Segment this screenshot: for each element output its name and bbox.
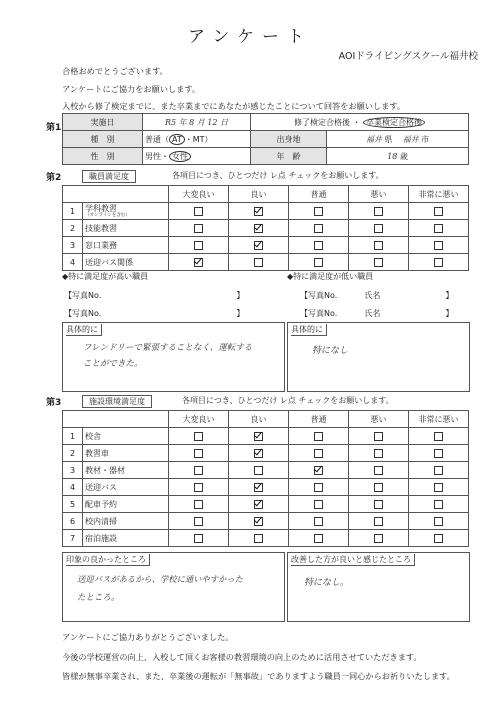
high-photo-row-2[interactable] bbox=[64, 308, 244, 319]
facility-rating-cell bbox=[169, 530, 229, 547]
photo-close: 】 bbox=[236, 291, 245, 300]
rating-checkbox[interactable] bbox=[314, 207, 323, 216]
facility-row-label: 宿泊施設 bbox=[85, 533, 117, 543]
staff-row-number: 3 bbox=[63, 237, 83, 254]
facility-row-label-cell bbox=[83, 530, 169, 547]
facility-row-number: 7 bbox=[63, 530, 83, 547]
rating-checkbox[interactable] bbox=[374, 432, 383, 441]
staff-rating-cell bbox=[409, 220, 469, 237]
staff-rating-cell bbox=[169, 220, 229, 237]
section2-label: 第2 bbox=[46, 173, 62, 183]
timing-separator: ・ bbox=[352, 117, 361, 127]
facility-rating-cell bbox=[409, 479, 469, 496]
origin-pref-unit: 県 bbox=[384, 134, 393, 144]
rating-checkbox[interactable] bbox=[434, 449, 443, 458]
rating-checkbox[interactable] bbox=[434, 207, 443, 216]
photo-label: 【写真No. bbox=[64, 291, 102, 300]
rating-checkbox[interactable] bbox=[314, 432, 323, 441]
staff-rating-cell bbox=[349, 254, 409, 271]
low-staff-title: ◆特に満足度が低い職員 bbox=[287, 272, 374, 281]
rating-checkbox[interactable] bbox=[374, 466, 383, 475]
section2-instruction: 各項目につき、ひとつだけ レ点 チェックをお願いします。 bbox=[172, 171, 384, 180]
age-number[interactable]: 18 bbox=[387, 151, 398, 161]
facility-rating-cell bbox=[409, 513, 469, 530]
facility-rating-cell bbox=[169, 496, 229, 513]
type-option-at[interactable]: AT bbox=[169, 134, 185, 145]
staff-rating-cell bbox=[229, 203, 289, 220]
facility-row-number: 1 bbox=[63, 428, 83, 445]
origin-value[interactable] bbox=[327, 131, 469, 148]
rating-checkbox[interactable] bbox=[434, 241, 443, 250]
facility-row-number: 2 bbox=[63, 445, 83, 462]
type-suffix: ） bbox=[204, 134, 213, 144]
rating-checkbox[interactable] bbox=[194, 466, 203, 475]
rating-checkbox[interactable] bbox=[194, 534, 203, 543]
type-options[interactable] bbox=[143, 131, 251, 148]
age-unit: 歳 bbox=[399, 151, 408, 161]
footer-line-1: アンケートにご協力ありがとうございました。 bbox=[62, 632, 234, 642]
footer-line-2: 今後の学校運営の向上、入校して頂くお客様の教習環境の向上のために活用させていただきます。 bbox=[62, 652, 422, 662]
low-detail-text: 特になし bbox=[312, 346, 349, 356]
good-points-line-1: 送迎バスがあるから、学校に通いやすかった bbox=[77, 574, 243, 584]
sex-option-female[interactable]: 女性 bbox=[169, 151, 191, 162]
staff-row-number: 4 bbox=[63, 254, 83, 271]
rating-checkbox[interactable] bbox=[194, 483, 203, 492]
staff-rating-cell bbox=[169, 203, 229, 220]
staff-rating-cell bbox=[169, 254, 229, 271]
staff-row-label: 学科教習 bbox=[85, 204, 117, 213]
rating-checkbox[interactable] bbox=[374, 224, 383, 233]
facility-col-header: 良い bbox=[229, 411, 289, 428]
photo-label: 【写真No. bbox=[300, 309, 338, 318]
facility-row-label-cell bbox=[83, 513, 169, 530]
facility-row bbox=[63, 479, 469, 496]
rating-checkbox[interactable] bbox=[374, 207, 383, 216]
section3-title: 施設環境満足度 bbox=[82, 395, 152, 408]
sex-options[interactable] bbox=[143, 148, 251, 165]
rating-checkbox[interactable] bbox=[314, 224, 323, 233]
section1-label: 第1 bbox=[46, 123, 62, 133]
staff-row-number: 2 bbox=[63, 220, 83, 237]
facility-rating-cell bbox=[169, 513, 229, 530]
facility-row-label-cell bbox=[83, 496, 169, 513]
facility-rating-cell bbox=[289, 445, 349, 462]
facility-row-label: 配車予約 bbox=[85, 499, 117, 509]
facility-row bbox=[63, 445, 469, 462]
staff-rating-cell bbox=[349, 203, 409, 220]
rating-checkbox[interactable] bbox=[314, 483, 323, 492]
facility-rating-cell bbox=[349, 496, 409, 513]
photo-close: 】 bbox=[445, 291, 454, 300]
name-label: 氏名 bbox=[364, 291, 381, 300]
facility-rating-cell bbox=[409, 496, 469, 513]
facility-row-number: 4 bbox=[63, 479, 83, 496]
low-detail-box[interactable] bbox=[287, 322, 470, 392]
facility-rating-cell bbox=[349, 445, 409, 462]
low-photo-row-2[interactable] bbox=[300, 308, 453, 319]
intro-line-3: 入校から修了検定までに、また卒業までにあなたが感じたことについて回答をお願いします。 bbox=[62, 101, 406, 111]
staff-rating-cell bbox=[349, 220, 409, 237]
staff-rating-cell bbox=[289, 220, 349, 237]
improve-points-text: 特になし。 bbox=[304, 578, 350, 588]
good-points-line-2: たところ。 bbox=[77, 593, 120, 603]
facility-rating-cell bbox=[229, 496, 289, 513]
staff-rating-cell bbox=[229, 254, 289, 271]
rating-checkbox[interactable] bbox=[314, 466, 323, 475]
facility-rating-cell bbox=[229, 428, 289, 445]
facility-rating-cell bbox=[229, 530, 289, 547]
type-separator: ・ bbox=[184, 134, 193, 144]
staff-row-label-cell bbox=[83, 237, 169, 254]
rating-checkbox[interactable] bbox=[194, 241, 203, 250]
staff-row-label-cell bbox=[83, 220, 169, 237]
photo-close: 】 bbox=[236, 309, 245, 318]
high-detail-box[interactable] bbox=[62, 322, 285, 392]
rating-checkbox[interactable] bbox=[254, 534, 263, 543]
rating-checkbox[interactable] bbox=[194, 449, 203, 458]
rating-checkbox[interactable] bbox=[374, 534, 383, 543]
rating-checkbox[interactable] bbox=[314, 258, 323, 267]
facility-rating-cell bbox=[349, 513, 409, 530]
facility-rating-cell bbox=[229, 513, 289, 530]
rating-checkbox[interactable] bbox=[434, 483, 443, 492]
sex-separator: ・ bbox=[161, 151, 169, 161]
good-points-label: 印象の良かったところ bbox=[66, 554, 150, 566]
facility-rating-cell bbox=[229, 479, 289, 496]
facility-col-header: 非常に悪い bbox=[409, 411, 469, 428]
sex-label: 性 別 bbox=[63, 148, 143, 165]
good-points-box[interactable] bbox=[62, 552, 285, 622]
facility-row-label: 送迎バス bbox=[85, 482, 117, 492]
facility-rating-cell bbox=[409, 462, 469, 479]
facility-rating-cell bbox=[409, 445, 469, 462]
facility-rating-cell bbox=[289, 479, 349, 496]
staff-col-header: 普通 bbox=[289, 186, 349, 203]
facility-rating-cell bbox=[289, 462, 349, 479]
rating-checkbox[interactable] bbox=[254, 224, 263, 233]
section3-label: 第3 bbox=[46, 398, 62, 408]
name-label: 氏名 bbox=[364, 309, 381, 318]
facility-rating-cell bbox=[289, 428, 349, 445]
rating-checkbox[interactable] bbox=[434, 500, 443, 509]
high-detail-line-1: フレンドリーで緊張することなく、運転する bbox=[83, 343, 253, 353]
facility-rating-cell bbox=[409, 530, 469, 547]
rating-checkbox[interactable] bbox=[254, 258, 263, 267]
facility-row bbox=[63, 462, 469, 479]
facility-row-label-cell bbox=[83, 479, 169, 496]
timing-option-b[interactable]: 卒業検定合格後 bbox=[363, 117, 425, 128]
low-detail-label: 具体的に bbox=[291, 324, 327, 336]
staff-row-label: 技能教習 bbox=[85, 223, 117, 233]
rating-checkbox[interactable] bbox=[254, 466, 263, 475]
facility-rating-cell bbox=[169, 445, 229, 462]
type-prefix: 普通（ bbox=[145, 134, 169, 144]
staff-row-label: 窓口業務 bbox=[85, 240, 117, 250]
staff-row-sublabel: （オンラインを含む） bbox=[85, 213, 130, 218]
rating-checkbox[interactable] bbox=[374, 517, 383, 526]
facility-rating-cell bbox=[349, 428, 409, 445]
improve-points-box[interactable] bbox=[287, 552, 470, 622]
rating-checkbox[interactable] bbox=[374, 258, 383, 267]
facility-row-label: 教材・器材 bbox=[85, 465, 125, 475]
rating-checkbox[interactable] bbox=[314, 517, 323, 526]
facility-row-label: 校舎 bbox=[85, 431, 101, 441]
facility-rating-cell bbox=[349, 479, 409, 496]
staff-rating-cell bbox=[409, 237, 469, 254]
high-photo-row-1[interactable] bbox=[64, 290, 244, 301]
rating-checkbox[interactable] bbox=[434, 517, 443, 526]
staff-col-header: 非常に悪い bbox=[409, 186, 469, 203]
staff-rating-cell bbox=[229, 220, 289, 237]
staff-row bbox=[63, 203, 469, 220]
age-label: 年 齢 bbox=[251, 148, 327, 165]
sex-option-male[interactable]: 男性 bbox=[145, 151, 161, 161]
type-label: 種 別 bbox=[63, 131, 143, 148]
staff-row-number: 1 bbox=[63, 203, 83, 220]
rating-checkbox[interactable] bbox=[254, 432, 263, 441]
facility-row bbox=[63, 530, 469, 547]
facility-satisfaction-table bbox=[62, 410, 469, 547]
facility-row-label-cell bbox=[83, 428, 169, 445]
section3-instruction: 各項目につき、ひとつだけ レ点 チェックをお願いします。 bbox=[182, 396, 394, 405]
basic-info-table bbox=[62, 113, 469, 165]
staff-rating-cell bbox=[229, 237, 289, 254]
rating-checkbox[interactable] bbox=[434, 432, 443, 441]
intro-line-1: 合格おめでとうございます。 bbox=[62, 66, 168, 76]
staff-row bbox=[63, 237, 469, 254]
facility-rating-cell bbox=[169, 428, 229, 445]
low-photo-row-1[interactable] bbox=[300, 290, 453, 301]
facility-row-number: 6 bbox=[63, 513, 83, 530]
staff-rating-cell bbox=[169, 237, 229, 254]
staff-row-label: 送迎バス関係 bbox=[85, 257, 133, 267]
photo-label: 【写真No. bbox=[64, 309, 102, 318]
page-title: アンケート bbox=[188, 27, 312, 47]
timing-option-a[interactable]: 修了検定合格後 bbox=[293, 117, 350, 127]
facility-rating-cell bbox=[409, 428, 469, 445]
rating-checkbox[interactable] bbox=[254, 483, 263, 492]
staff-table-corner bbox=[63, 186, 169, 203]
rating-checkbox[interactable] bbox=[194, 258, 203, 267]
facility-col-header: 悪い bbox=[349, 411, 409, 428]
timing-options[interactable] bbox=[251, 114, 469, 131]
origin-city-unit: 市 bbox=[421, 134, 430, 144]
improve-points-label: 改善した方が良いと感じたところ bbox=[291, 554, 415, 566]
intro-line-2: アンケートにご協力をお願いします。 bbox=[62, 84, 201, 94]
facility-rating-cell bbox=[289, 513, 349, 530]
facility-rating-cell bbox=[349, 462, 409, 479]
rating-checkbox[interactable] bbox=[434, 534, 443, 543]
facility-row-number: 5 bbox=[63, 496, 83, 513]
high-detail-line-2: ことができた。 bbox=[83, 359, 143, 369]
staff-col-header: 良い bbox=[229, 186, 289, 203]
facility-rating-cell bbox=[289, 530, 349, 547]
staff-col-header: 悪い bbox=[349, 186, 409, 203]
facility-table-corner bbox=[63, 411, 169, 428]
photo-close: 】 bbox=[445, 309, 454, 318]
rating-checkbox[interactable] bbox=[194, 432, 203, 441]
section2-title: 職員満足度 bbox=[82, 170, 136, 183]
origin-city[interactable]: 福井 bbox=[402, 134, 419, 144]
rating-checkbox[interactable] bbox=[254, 500, 263, 509]
facility-row-label: 校内清掃 bbox=[85, 516, 117, 526]
facility-row-label-cell bbox=[83, 462, 169, 479]
facility-col-header: 大変良い bbox=[169, 411, 229, 428]
facility-rating-cell bbox=[169, 479, 229, 496]
impl-date-value[interactable]: R5 年 8 月 12 日 bbox=[143, 114, 251, 131]
rating-checkbox[interactable] bbox=[374, 449, 383, 458]
rating-checkbox[interactable] bbox=[314, 534, 323, 543]
rating-checkbox[interactable] bbox=[194, 500, 203, 509]
rating-checkbox[interactable] bbox=[254, 241, 263, 250]
staff-col-header: 大変良い bbox=[169, 186, 229, 203]
facility-rating-cell bbox=[229, 462, 289, 479]
rating-checkbox[interactable] bbox=[194, 224, 203, 233]
rating-checkbox[interactable] bbox=[194, 517, 203, 526]
facility-rating-cell bbox=[349, 530, 409, 547]
rating-checkbox[interactable] bbox=[434, 258, 443, 267]
rating-checkbox[interactable] bbox=[314, 449, 323, 458]
staff-rating-cell bbox=[409, 254, 469, 271]
rating-checkbox[interactable] bbox=[254, 207, 263, 216]
staff-row bbox=[63, 254, 469, 271]
rating-checkbox[interactable] bbox=[314, 241, 323, 250]
facility-row bbox=[63, 428, 469, 445]
staff-rating-cell bbox=[349, 237, 409, 254]
staff-rating-cell bbox=[409, 203, 469, 220]
facility-rating-cell bbox=[229, 445, 289, 462]
rating-checkbox[interactable] bbox=[434, 224, 443, 233]
rating-checkbox[interactable] bbox=[374, 483, 383, 492]
rating-checkbox[interactable] bbox=[194, 207, 203, 216]
origin-pref[interactable]: 福井 bbox=[365, 134, 382, 144]
facility-row-label-cell bbox=[83, 445, 169, 462]
impl-date-label: 実施日 bbox=[63, 114, 143, 131]
high-detail-label: 具体的に bbox=[66, 324, 102, 336]
staff-rating-cell bbox=[289, 237, 349, 254]
staff-satisfaction-table bbox=[62, 185, 469, 271]
staff-rating-cell bbox=[289, 254, 349, 271]
facility-row bbox=[63, 513, 469, 530]
facility-row-number: 3 bbox=[63, 462, 83, 479]
footer-line-3: 皆様が無事卒業され、また、卒業後の運転が「無事故」でありますよう職員一同心からお祈りいたします。 bbox=[62, 671, 455, 681]
staff-row bbox=[63, 220, 469, 237]
facility-row bbox=[63, 496, 469, 513]
origin-label: 出身地 bbox=[251, 131, 327, 148]
staff-rating-cell bbox=[289, 203, 349, 220]
high-staff-title: ◆特に満足度が高い職員 bbox=[62, 272, 149, 281]
rating-checkbox[interactable] bbox=[254, 449, 263, 458]
facility-col-header: 普通 bbox=[289, 411, 349, 428]
facility-rating-cell bbox=[169, 462, 229, 479]
type-option-mt[interactable]: MT bbox=[192, 134, 205, 144]
rating-checkbox[interactable] bbox=[374, 500, 383, 509]
age-value[interactable] bbox=[327, 148, 469, 165]
photo-label: 【写真No. bbox=[300, 291, 338, 300]
rating-checkbox[interactable] bbox=[374, 241, 383, 250]
school-name: AOIドライビングスクール福井校 bbox=[338, 51, 478, 62]
staff-row-label-cell bbox=[83, 254, 169, 271]
rating-checkbox[interactable] bbox=[254, 517, 263, 526]
rating-checkbox[interactable] bbox=[434, 466, 443, 475]
rating-checkbox[interactable] bbox=[314, 500, 323, 509]
facility-rating-cell bbox=[289, 496, 349, 513]
staff-row-label-cell bbox=[83, 203, 169, 220]
facility-row-label: 教習車 bbox=[85, 448, 109, 458]
